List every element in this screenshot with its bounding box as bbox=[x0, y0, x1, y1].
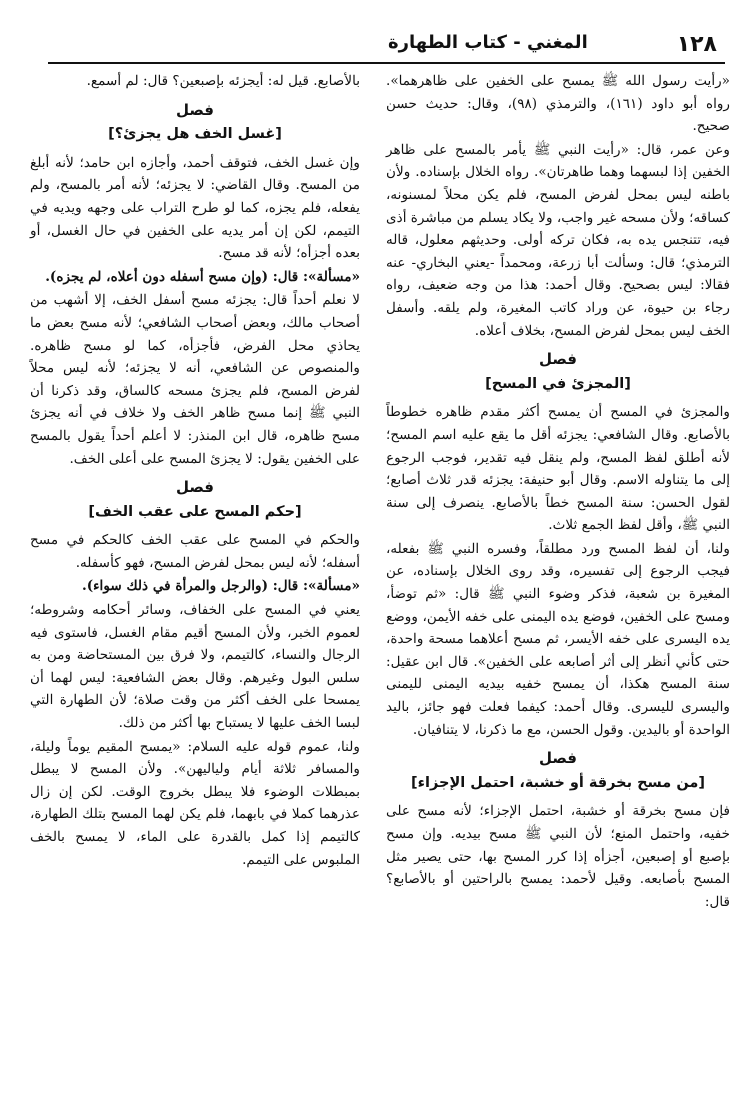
left-column bbox=[30, 70, 360, 872]
paragraph: لا نعلم أحداً قال: يجزئه مسح أسفل الخف، إلا أشهب من أصحاب مالك، وبعض أصحاب الشافعي؛ لأنه مسح بعض ما يحاذي محل الفرض، فأجزأه، كما لو مسح ظاهره. والمنصوص عن الشافعي، أنه لا يجزئه؛ لأنه ليس محلاً لفرض المسح، فلم يجزئ مسحه كالساق، وقد ذكرنا أن النبي ﷺ إنما مسح ظاهر الخف ولا خلاف في أنه يجزئ مسح ظاهره، قال ابن المنذر: لا أعلم أحداً يقول بالمسح على الخفين يقول: لا يجزئ المسح على أعلى الخف. bbox=[30, 292, 360, 467]
section-subtitle: [غسل الخف هل يجزئ؟] bbox=[108, 126, 282, 143]
paragraph: بالأصابع. قيل له: أيجزئه بإصبعين؟ قال: لم أسمع. bbox=[86, 73, 360, 89]
paragraph: يعني في المسح على الخفاف، وسائر أحكامه وشروطه؛ لعموم الخبر، ولأن المسح أقيم مقام الغسل، فاستوى فيه الرجال والنساء، كالتيمم، ولا فرق بين المستحاضة ومن به سلس البول وغيرهم. وقال بعض الشافعية: ليس لهما أن يمسحا على الخف أكثر من وقت صلاة؛ لأن الطهارة التي لبسا الخف عليها لا يستباح بها أكثر من ذلك. bbox=[30, 602, 360, 732]
section-heading: فصل bbox=[539, 749, 577, 768]
paragraph: «رأيت رسول الله ﷺ يمسح على الخفين على ظاهرهما». رواه أبو داود (١٦١)، والترمذي (٩٨)، وقال: حديث حسن صحيح. bbox=[386, 73, 730, 135]
paragraph: وإن غسل الخف، فتوقف أحمد، وأجازه ابن حامد؛ لأنه أبلغ من المسح. وقال القاضي: لا يجزئه؛ لأنه أمر بالمسح، ولم يفعله، فلم يجزه، كما لو طرح التراب على وجهه ويديه في التيمم، لكن إن أمر يديه على الخفين في حال الغسل، أو بعده أجزأه؛ لأنه قد مسح. bbox=[30, 154, 360, 262]
section-heading: فصل bbox=[176, 478, 214, 497]
section-subtitle: [المجزئ في المسح] bbox=[485, 375, 631, 392]
section-heading: فصل bbox=[539, 350, 577, 369]
section-subtitle: [حكم المسح على عقب الخف] bbox=[88, 503, 302, 520]
paragraph: وعن عمر، قال: «رأيت النبي ﷺ يأمر بالمسح على ظاهر الخفين إذا لبسهما وهما طاهرتان». رواه الخلال بإسناده. ولأن باطنه ليس بمحل لفرض المسح، فلم يكن محلاً لمسنونه، كساقه؛ ولأن مسحه غير واجب، ولا يكاد يسلم من مباشرة أذى فيه، تتنجس يده به، فكان تركه أولى. وحديثهم معلول، قاله الترمذي؛ قال: وسألت أبا زرعة، ومحمداً -يعني البخاري- عنه فقالا: ليس بصحيح. وقال أحمد: هذا من وجه ضعيف، رواه رجاء بن حيوة، عن وراد كاتب المغيرة، ولم يلقه. وأسفل الخف ليس بمحل لفرض المسح، بخلاف أعلاه. bbox=[386, 141, 730, 339]
paragraph: ولنا، أن لفظ المسح ورد مطلقاً، وفسره النبي ﷺ بفعله، فيجب الرجوع إلى تفسيره، وقد روى الخلال بإسناده، عن المغيرة بن شعبة، فذكر وضوء النبي ﷺ قال: «ثم توضأ، ومسح على الخفين، فوضع يده اليمنى على خفه الأيمن، ووضع يده اليسرى على خفه الأيسر، ثم مسح أعلاهما مسحة واحدة، حتى كأني أنظر إلى أثر أصابعه على الخفين». قال ابن عقيل: سنة المسح هكذا، أن يمسح خفيه بيديه اليمنى لليمنى واليسرى لليسرى. وقال أحمد: كيفما فعلت فهو جائز، باليد الواحدة أو باليدين. وقول الحسن، مع ما ذكرنا، لا يتنافيان. bbox=[386, 540, 730, 738]
paragraph: والمجزئ في المسح أن يمسح أكثر مقدم ظاهره خطوطاً بالأصابع. وقال الشافعي: يجزئه أقل ما يقع عليه اسم المسح؛ لأنه أطلق لفظ المسح، ولم ينقل فيه تقدير، فوجب الرجوع إلى ما يتناوله الاسم. وقال أبو حنيفة: يجزئه قدر ثلاث أصابع؛ لقول الحسن: سنة المسح خطاً بالأصابع. ينصرف إلى سنة النبي ﷺ، وأقل لفظ الجمع ثلاث. bbox=[386, 404, 730, 534]
running-title: المغني - كتاب الطهارة bbox=[388, 32, 588, 53]
page-number: ١٢٨ bbox=[676, 32, 717, 57]
paragraph: ولنا، عموم قوله عليه السلام: «يمسح المقيم يوماً وليلة، والمسافر ثلاثة أيام ولياليهن». ولأن المسح لا يبطل بمبطلات الوضوء فلا يبطل بخروج الوقت. لكن إن زال عذرهما كملا في بابهما، فلم يكن لهما المسح بتلك الطهارة، كالتيمم إذا كمل بالقدرة على الماء، لا يمسح بالخف الملبوس على التيمم. bbox=[30, 738, 360, 868]
paragraph: والحكم في المسح على عقب الخف كالحكم في مسح أسفله؛ لأنه ليس بمحل لفرض المسح، فهو كأسفله. bbox=[30, 532, 360, 571]
right-column bbox=[386, 70, 730, 914]
masala-line: «مسألة»: قال: (والرجل والمرأة في ذلك سواء). bbox=[81, 578, 360, 595]
masala-line: «مسألة»: قال: (وإن مسح أسفله دون أعلاه، لم يجزه). bbox=[45, 268, 360, 285]
header-rule bbox=[48, 62, 725, 64]
paragraph: فإن مسح بخرقة أو خشبة، احتمل الإجزاء؛ لأنه مسح على خفيه، واحتمل المنع؛ لأن النبي ﷺ مسح بيديه. وإن مسح بإصبع أو إصبعين، أجزأه إذا كرر المسح بها، حتى يصير مثل المسح بأصابعه. وقيل لأحمد: يمسح بالراحتين أو بالأصابع؟ قال: bbox=[386, 803, 730, 910]
section-subtitle: [من مسح بخرقة أو خشبة، احتمل الإجزاء] bbox=[411, 774, 705, 791]
section-heading: فصل bbox=[176, 100, 214, 119]
page-header bbox=[48, 28, 725, 62]
